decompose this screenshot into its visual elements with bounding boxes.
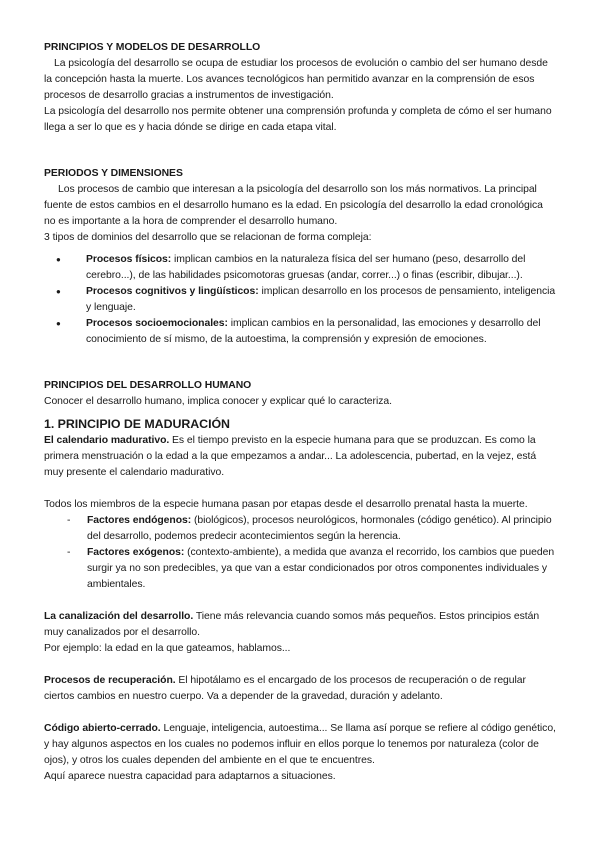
- term: La canalización del desarrollo.: [44, 611, 194, 622]
- dominios-list: [44, 252, 556, 348]
- definition: (contexto-ambiente), a medida que avanza el recorrido, los cambios que pueden surgir ya no son predecibles, ya que van a estar condicionados por otros componentes individuales y ambientales.: [87, 547, 555, 590]
- paragraph-recuperacion: [44, 673, 556, 705]
- paragraph-canalizacion: [44, 609, 556, 641]
- spacer: [44, 593, 556, 609]
- definition: El hipotálamo es el encargado de los procesos de recuperación o de regular ciertos cambios en nuestro cuerpo. Va a depender de la gravedad, duración y adelanto.: [44, 675, 526, 702]
- paragraph-procesos-cambio: Los procesos de cambio que interesan a la psicología del desarrollo son los más normativos. La principal fuente de estos cambios en el desarrollo humano es la edad. En psicología del desarrollo la edad cronológica no es importante a la hora de comprender el desarrollo humano.: [44, 184, 543, 227]
- spacer: [44, 705, 556, 721]
- list-item-procesos-cognitivos: [86, 284, 556, 316]
- paragraph-adaptacion: Aquí aparece nuestra capacidad para adaptarnos a situaciones.: [44, 771, 336, 782]
- spacer: [44, 136, 556, 166]
- paragraph-ejemplo: Por ejemplo: la edad en la que gateamos, hablamos...: [44, 643, 291, 654]
- spacer: [44, 657, 556, 673]
- definition: Tiene más relevancia cuando somos más pequeños. Estos principios están muy canalizados por el desarrollo.: [44, 611, 540, 638]
- definition: implican cambios en la naturaleza física del ser humano (peso, desarrollo del cerebro...), de las habilidades psicomotoras gruesas (andar, correr...) o finas (escribir, dibujar...).: [86, 254, 526, 281]
- definition: implican desarrollo en los procesos de pensamiento, inteligencia y lenguaje.: [86, 286, 556, 313]
- term: Procesos socioemocionales:: [86, 318, 228, 329]
- factores-list: [44, 513, 556, 593]
- term: Factores endógenos:: [87, 515, 192, 526]
- term: El calendario madurativo.: [44, 435, 170, 446]
- list-item-procesos-fisicos: [86, 252, 556, 284]
- term: Código abierto-cerrado.: [44, 723, 161, 734]
- list-item-procesos-socioemocionales: [86, 316, 556, 348]
- term: Factores exógenos:: [87, 547, 185, 558]
- definition: implican cambios en la personalidad, las emociones y desarrollo del conocimiento de sí mismo, de la autoestima, la comprensión y expresión de emociones.: [86, 318, 541, 345]
- list-item-factores-endogenos: [87, 513, 556, 545]
- paragraph-tipos-dominios: 3 tipos de dominios del desarrollo que se relacionan de forma compleja:: [44, 232, 372, 243]
- definition: (biológicos), procesos neurológicos, hormonales (código genético). Al principio del desarrollo, podemos predecir acontecimientos según la herencia.: [87, 515, 552, 542]
- list-item-factores-exogenos: [87, 545, 556, 593]
- term: Procesos físicos:: [86, 254, 172, 265]
- definition: Es el tiempo previsto en la especie humana para que se produzcan. Es como la primera menstruación o la edad a la que empezamos a andar... La adolescencia, pubertad, en la vejez, está muy presente el calendario madurativo.: [44, 435, 537, 478]
- paragraph-calendario-madurativo: [44, 433, 556, 481]
- paragraph-etapas: Todos los miembros de la especie humana pasan por etapas desde el desarrollo prenatal hasta la muerte.: [44, 499, 528, 510]
- term: Procesos cognitivos y lingüísticos:: [86, 286, 259, 297]
- paragraph-codigo-abierto-cerrado: [44, 721, 556, 769]
- section-title-principios-desarrollo-humano: PRINCIPIOS DEL DESARROLLO HUMANO: [44, 380, 252, 391]
- term: Procesos de recuperación.: [44, 675, 176, 686]
- section-title-principio-maduracion: 1. PRINCIPIO DE MADURACIÓN: [44, 417, 230, 431]
- section-title-periodos-dimensiones: PERIODOS Y DIMENSIONES: [44, 168, 183, 179]
- section-title-principios-modelos: PRINCIPIOS Y MODELOS DE DESARROLLO: [44, 42, 261, 53]
- paragraph-psicologia-desarrollo: La psicología del desarrollo se ocupa de estudiar los procesos de evolución o cambio del ser humano desde la concepción hasta la muerte. Los avances tecnológicos han permitido avanzar en la comprensión de esos procesos de desarrollo gracias a instrumentos de investigación.: [44, 58, 548, 101]
- paragraph-conocer-desarrollo: Conocer el desarrollo humano, implica conocer y explicar qué lo caracteriza.: [44, 396, 392, 407]
- spacer: [44, 481, 556, 497]
- spacer: [44, 348, 556, 378]
- paragraph-comprension-profunda: La psicología del desarrollo nos permite obtener una comprensión profunda y completa de cómo el ser humano llega a ser lo que es y hacia dónde se dirige en cada etapa vital.: [44, 106, 552, 133]
- document-page: [44, 40, 556, 785]
- definition: Lenguaje, inteligencia, autoestima... Se llama así porque se refiere al código genético, y hay algunos aspectos en los cuales no podemos influir en ellos porque lo tenemos por naturaleza (color de ojos), y otros los cuales dependen del ambiente en el que te encuentres.: [44, 723, 556, 766]
